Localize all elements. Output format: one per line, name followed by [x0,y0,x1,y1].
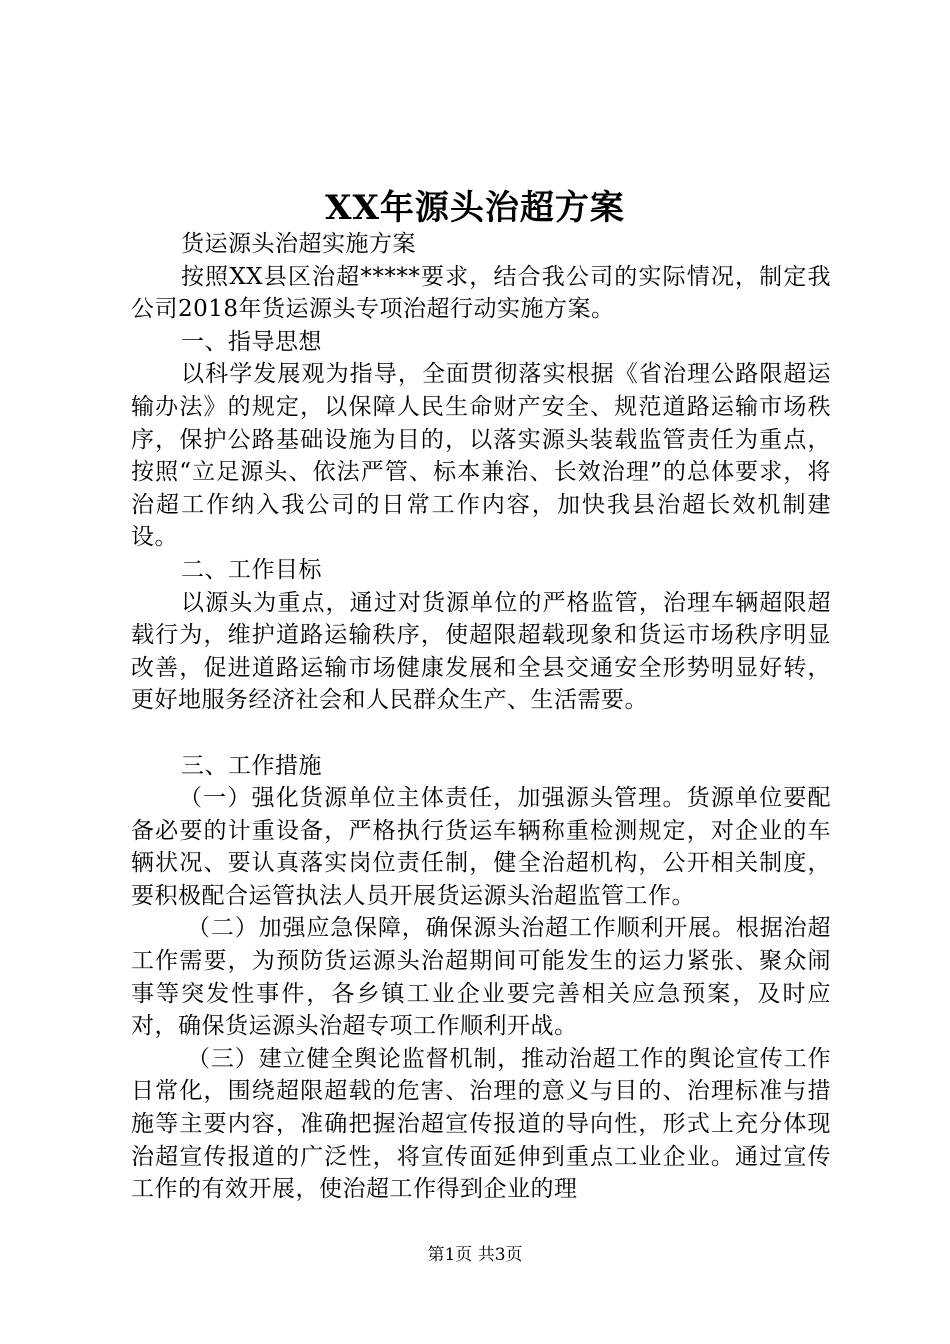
document-body [131,228,831,1206]
measure-one-paragraph: （一）强化货源单位主体责任，加强源头管理。货源单位要配备必要的计重设备，严格执行货运车辆称重检测规定，对企业的车辆状况、要认真落实岗位责任制，健全治超机构，公开相关制度，要积极配合运管执法人员开展货运源头治超监管工作。 [131,785,831,909]
work-goals-paragraph: 以源头为重点，通过对货源单位的严格监管，治理车辆超限超载行为，维护道路运输秩序，使超限超载现象和货运市场秩序明显改善，促进道路运输市场健康发展和全县交通安全形势明显好转，更好地服务经济社会和人民群众生产、生活需要。 [131,589,831,714]
section-heading-work-goals: 二、工作目标 [181,556,322,583]
paragraph-gap [131,717,831,750]
subtitle-paragraph: 货运源头治超实施方案 [181,231,416,257]
page-footer: 第1页 共3页 [427,1245,523,1265]
section-heading-work-measures: 三、工作措施 [181,752,322,779]
measure-two-paragraph: （二）加强应急保障，确保源头治超工作顺利开展。根据治超工作需要，为预防货运源头治超期间可能发生的运力紧张、聚众闹事等突发性事件，各乡镇工业企业要完善相关应急预案，及时应对，确保货运源头治超专项工作顺利开战。 [131,915,831,1040]
section-heading-guiding-thought: 一、指导思想 [181,328,322,355]
guiding-thought-paragraph: 以科学发展观为指导，全面贯彻落实根据《省治理公路限超运输办法》的规定，以保障人民生命财产安全、规范道路运输市场秩序，保护公路基础设施为目的，以落实源头装载监管责任为重点，按照“立足源头、依法严管、标本兼治、长效治理”的总体要求，将治超工作纳入我公司的日常工作内容，加快我县治超长效机制建设。 [131,361,831,551]
document-title: XX年源头治超方案 [325,188,625,228]
measure-three-paragraph: （三）建立健全舆论监督机制，推动治超工作的舆论宣传工作日常化，围绕超限超载的危害、治理的意义与目的、治理标准与措施等主要内容，准确把握治超宣传报道的导向性，形式上充分体现治超宣传报道的广泛性，将宣传面延伸到重点工业企业。通过宣传工作的有效开展，使治超工作得到企业的理 [131,1045,831,1203]
intro-paragraph: 按照XX县区治超*****要求，结合我公司的实际情况，制定我公司2018年货运源头专项治超行动实施方案。 [131,263,831,323]
